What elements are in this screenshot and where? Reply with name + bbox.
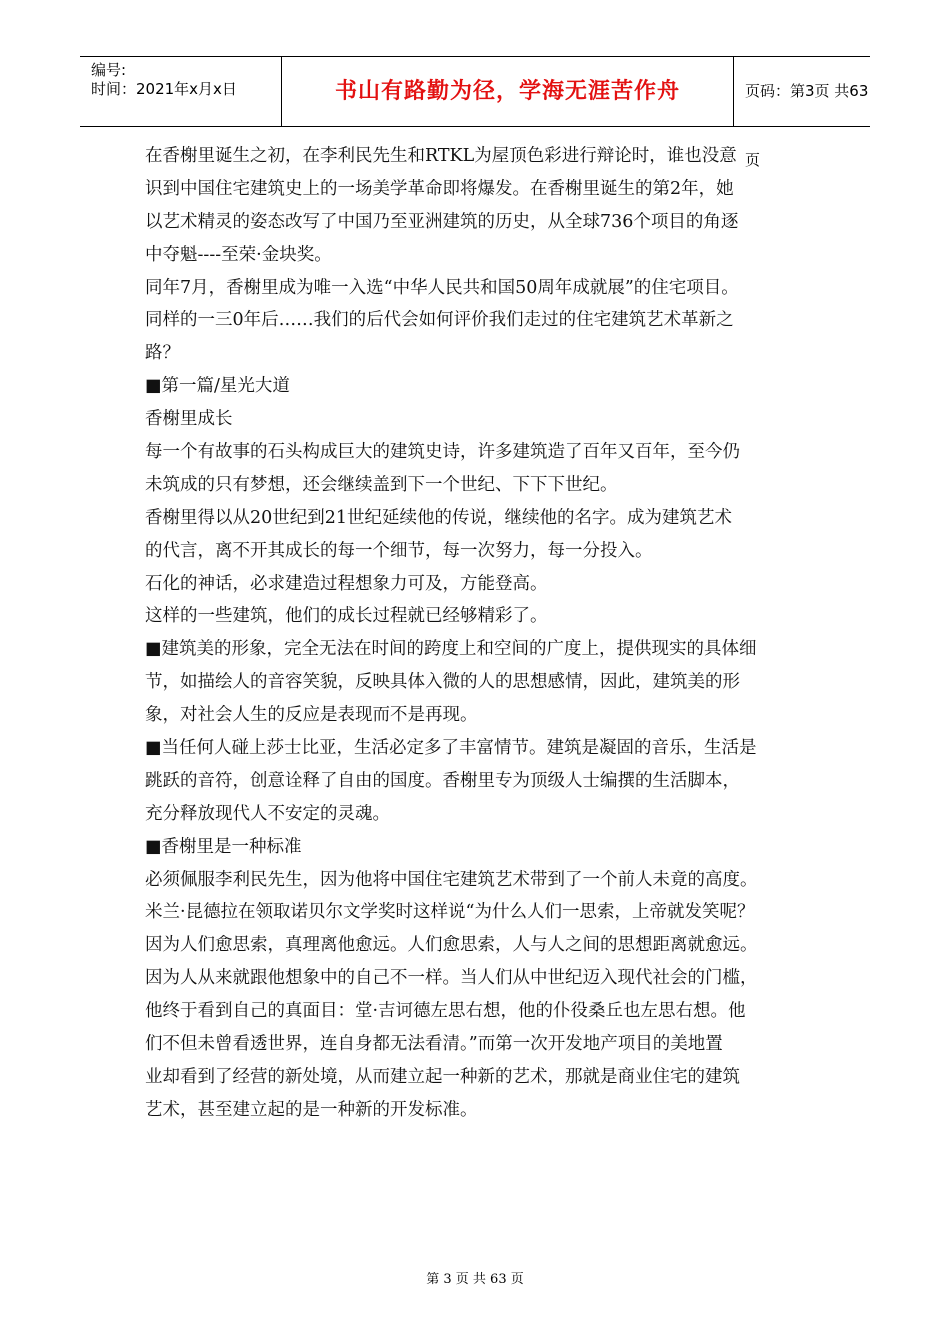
body-text bbox=[145, 140, 815, 1127]
time-label: 时间：2021年x月x日 bbox=[91, 80, 237, 98]
text-line: 米兰·昆德拉在领取诺贝尔文学奖时这样说“为什么人们一思索，上帝就发笑呢？ bbox=[145, 902, 755, 923]
text-line: 必须佩服李利民先生，因为他将中国住宅建筑艺术带到了一个前人未竟的高度。 bbox=[145, 869, 758, 890]
text-line: 识到中国住宅建筑史上的一场美学革命即将爆发。在香榭里诞生的第2年，她 bbox=[145, 178, 734, 199]
text-line: 路？ bbox=[145, 343, 180, 364]
header-page-info: 页码：第3页 共63页 bbox=[745, 82, 869, 169]
text-line: 香榭里成长 bbox=[145, 409, 233, 430]
text-line: 他终于看到自己的真面目：堂·吉诃德左思右想，他的仆役桑丘也左思右想。他 bbox=[145, 1001, 746, 1022]
text-line: 同年7月，香榭里成为唯一入选“中华人民共和国50周年成就展”的住宅项目。 bbox=[145, 277, 739, 298]
text-line: 业却看到了经营的新处境，从而建立起一种新的艺术，那就是商业住宅的建筑 bbox=[145, 1066, 740, 1087]
text-line: 同样的一三0年后……我们的后代会如何评价我们走过的住宅建筑艺术革新之 bbox=[145, 310, 734, 331]
text-line: ■建筑美的形象，完全无法在时间的跨度上和空间的广度上，提供现实的具体细 bbox=[145, 639, 757, 660]
text-line: 艺术，甚至建立起的是一种新的开发标准。 bbox=[145, 1099, 478, 1120]
text-line: 节，如描绘人的音容笑貌，反映具体入微的人的思想感情，因此，建筑美的形 bbox=[145, 672, 740, 693]
text-line: ■第一篇/星光大道 bbox=[145, 376, 290, 397]
text-line: 充分释放现代人不安定的灵魂。 bbox=[145, 803, 390, 824]
text-line: 在香榭里诞生之初，在李利民先生和RTKL为屋顶色彩进行辩论时，谁也没意 bbox=[145, 146, 737, 166]
text-line: 跳跃的音符，创意诠释了自由的国度。香榭里专为顶级人士编撰的生活脚本， bbox=[145, 770, 740, 791]
text-line: 中夺魁----至荣·金块奖。 bbox=[145, 244, 332, 265]
header-motto: 书山有路勤为径，学海无涯苦作舟 bbox=[282, 57, 734, 126]
header-meta-cell bbox=[80, 57, 282, 126]
serial-label: 编号: bbox=[91, 61, 127, 79]
text-line: 每一个有故事的石头构成巨大的建筑史诗，许多建筑造了百年又百年，至今仍 bbox=[145, 442, 740, 463]
text-line: 这样的一些建筑，他们的成长过程就已经够精彩了。 bbox=[145, 606, 548, 627]
text-line: 因为人们愈思索，真理离他愈远。人们愈思索，人与人之间的思想距离就愈远。 bbox=[145, 935, 758, 956]
text-line: 香榭里得以从20世纪到21世纪延续他的传说，继续他的名字。成为建筑艺术 bbox=[145, 507, 733, 528]
text-line: 象，对社会人生的反应是表现而不是再现。 bbox=[145, 705, 478, 726]
text-line: ■当任何人碰上莎士比亚，生活必定多了丰富情节。建筑是凝固的音乐，生活是 bbox=[145, 738, 757, 759]
text-line: 未筑成的只有梦想，还会继续盖到下一个世纪、下下下世纪。 bbox=[145, 474, 618, 495]
page-footer: 第 3 页 共 63 页 bbox=[426, 1272, 524, 1287]
text-line: 以艺术精灵的姿态改写了中国乃至亚洲建筑的历史，从全球736个项目的角逐 bbox=[145, 211, 739, 232]
text-line: 因为人从来就跟他想象中的自己不一样。当人们从中世纪迈入现代社会的门槛， bbox=[145, 968, 758, 989]
text-line: ■香榭里是一种标准 bbox=[145, 836, 302, 857]
text-line: 们不但未曾看透世界，连自身都无法看清。”而第一次开发地产项目的美地置 bbox=[145, 1034, 723, 1055]
text-line: 石化的神话，必求建造过程想象力可及，方能登高。 bbox=[145, 573, 548, 594]
text-line: 的代言，离不开其成长的每一个细节，每一次努力，每一分投入。 bbox=[145, 540, 653, 561]
